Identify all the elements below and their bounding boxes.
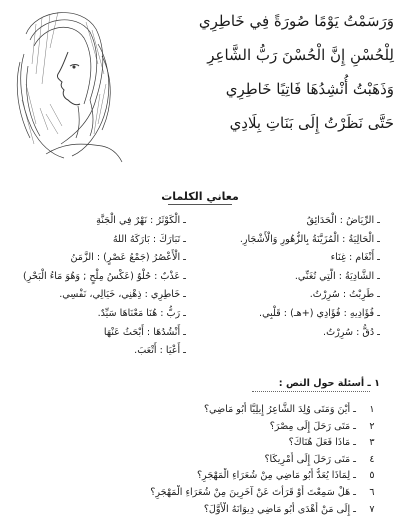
questions-heading: ١ ـ أسئلة حول النص : xyxy=(278,378,380,389)
poem-verses xyxy=(130,4,394,140)
question-text: ـ إِلَى مَنْ أَهْدَى أَبُو مَاضِي دِيوَانَهُ الْأَوَّلَ؟ xyxy=(203,503,356,515)
question-item xyxy=(8,502,388,519)
question-text: ـ أَيْنَ وَمَتَى وُلِدَ الشَّاعِرُ إِيلِيَّا أَبُو مَاضِي؟ xyxy=(203,404,356,415)
question-item xyxy=(8,419,388,436)
vocabulary-item: ـ الرِّيَاضُ : الْحَدَائِقُ xyxy=(306,215,380,226)
question-number: ٦ xyxy=(369,486,375,498)
poem-line: وَرَسَمْتُ يَوْمًا صُورَةً فِي خَاطِرِي xyxy=(198,12,394,30)
vocabulary-item: ـ عَذْبٌ : حُلْوٌ (عَكْسُ مِلْحٍ ; وَهُوَ مَاءُ الْبَحْرِ) xyxy=(22,270,186,282)
question-item xyxy=(8,468,388,485)
question-text: ـ مَتَى رَحَلَ إِلَى مِصْرَ؟ xyxy=(269,420,356,432)
vocabulary-item: ـ طَرِبْتُ : سُرِرْتُ. xyxy=(309,289,380,301)
question-item xyxy=(8,435,388,452)
question-number: ٣ xyxy=(369,437,375,449)
question-item xyxy=(8,452,388,469)
question-item xyxy=(8,485,388,502)
vocabulary-item: ـ الْكَوْثَرُ : نَهْرٌ فِي الْجَنَّةِ xyxy=(96,215,186,226)
girl-portrait-illustration xyxy=(6,4,124,164)
vocabulary-title: معاني الكلمات xyxy=(161,190,239,203)
vocabulary-item: ـ رَبُّ : هُنَا مَعْنَاهَا سَيِّدٌ. xyxy=(97,307,186,319)
question-text: ـ مَاذَا فَعَلَ هُنَاكَ؟ xyxy=(288,437,356,449)
question-number: ٢ xyxy=(369,420,375,432)
vocabulary-item: ـ أَنْغَام : غِنَاء xyxy=(330,252,380,264)
vocabulary-item: ـ خَاطِرِي : ذِهْنِي، خَيَالِي، نَفْسِي. xyxy=(59,289,186,301)
question-text: ـ لِمَاذَا يُعَدُّ أَبُو مَاضِي مِنْ شُعَرَاءِ الْمَهْجَرِ؟ xyxy=(196,470,356,482)
title-underline xyxy=(168,204,232,205)
question-number: ٧ xyxy=(369,503,375,515)
vocabulary-left-column xyxy=(14,212,186,361)
vocabulary-item: ـ أَعْيَا : أَتْعَبَ. xyxy=(134,345,186,357)
vocabulary-item: ـ الْأَعْصُرُ (جَمْعُ عَصْرٍ) : الزَّمَنُ xyxy=(70,252,186,264)
questions-list xyxy=(8,402,388,518)
question-number: ١ xyxy=(369,404,375,415)
question-item xyxy=(8,402,388,419)
vocabulary-item: ـ دُقُّ : سُرِرْتُ. xyxy=(323,326,380,338)
questions-heading-underline xyxy=(252,391,370,392)
vocabulary-item: ـ أَنْشُدُهَا : أَبْحَثُ عَنْهَا xyxy=(103,326,186,338)
vocabulary-item: ـ الشَّادِيَةُ : الَّتِي تُغَنِّي. xyxy=(294,270,380,282)
vocabulary-item: ـ الْحَالِيَةُ : الْمُزَيَّنَةُ بِالزُّهُورِ وَالْأَشْجَارِ. xyxy=(239,233,380,245)
vocabulary-item: ـ فُؤَادِيهِ : فُؤَادِي (+هـ) : قَلْبِي. xyxy=(259,307,380,319)
question-number: ٤ xyxy=(369,453,375,465)
question-text: ـ هَلْ سَمِعْتَ أَوْ قَرَأْتَ عَنْ آخَرِينَ مِنْ شُعَرَاءِ الْمَهْجَرِ؟ xyxy=(150,486,356,498)
poem-line: حَتَّى نَظَرْتُ إِلَى بَنَاتِ بِلَادِي xyxy=(229,114,394,132)
question-text: ـ مَتَى رَحَلَ إِلَى أَمْرِيكَا؟ xyxy=(264,453,356,465)
poem-line: لِلْحُسْنِ إِنَّ الْحُسْنَ رَبُّ الشَّاعِرِ xyxy=(207,46,394,64)
vocabulary-right-column xyxy=(196,212,380,342)
question-number: ٥ xyxy=(369,470,375,482)
poem-line: وَذَهَبْتُ أُنْشِدُهَا فَاتِيًا خَاطِرِي xyxy=(225,80,394,98)
vocabulary-item: ـ تَبَارَكَ : بَارَكَهُ اللهُ xyxy=(112,233,186,245)
